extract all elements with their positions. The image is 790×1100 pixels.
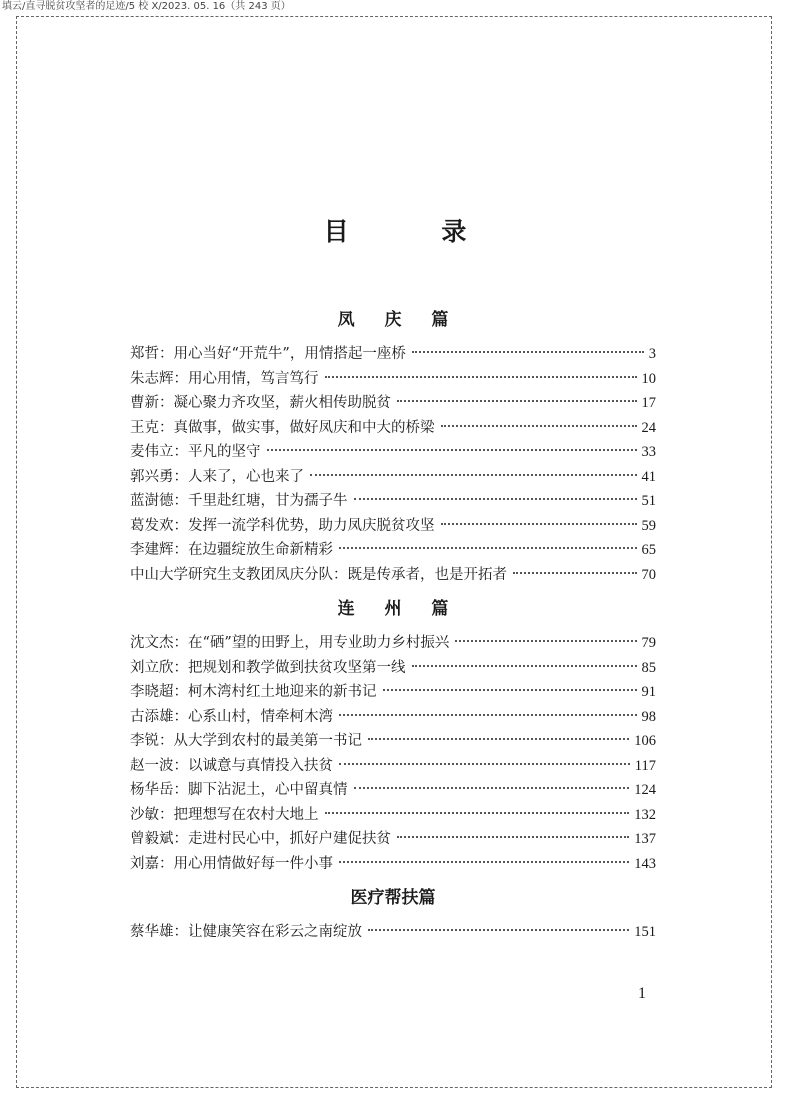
toc-entry-page: 51 [641, 493, 656, 509]
dot-leader [354, 787, 630, 789]
toc-entry-page: 91 [641, 684, 656, 700]
dot-leader [441, 425, 637, 427]
toc-entry-page: 59 [641, 517, 656, 534]
toc-entry[interactable] [130, 778, 656, 803]
toc-entry-colon: ： [173, 370, 188, 387]
toc-entry-colon: ： [159, 733, 174, 749]
toc-entry-title: 柯木湾村红土地迎来的新书记 [188, 684, 377, 700]
toc-entry-author: 沙敏 [130, 806, 159, 823]
toc-entry-colon: ： [159, 855, 174, 872]
toc-entry[interactable] [130, 465, 656, 490]
toc-entry-title: 心系山村，情牵柯木湾 [188, 708, 333, 725]
toc-entry-title: 用心用情做好每一件小事 [173, 855, 333, 872]
dot-leader [339, 763, 630, 765]
toc-entry-author: 郑哲 [130, 346, 159, 362]
toc-entry-page: 10 [641, 370, 656, 387]
toc-entry-colon: ： [173, 782, 188, 798]
toc-entry[interactable] [130, 342, 656, 367]
toc-entry-title: 用心用情，笃言笃行 [188, 370, 319, 387]
toc-entry-colon: ： [173, 444, 188, 460]
toc-entry[interactable] [130, 563, 656, 588]
toc-entry-author: 郭兴勇 [130, 468, 174, 485]
toc-entry-title: 把理想写在农村大地上 [173, 806, 319, 823]
toc-entry-title: 以诚意与真情投入扶贫 [188, 757, 333, 774]
toc-entry-author: 沈文杰 [130, 635, 174, 651]
toc-entry-title: 走进村民心中，抓好户建促扶贫 [188, 831, 391, 847]
toc-entry-colon: ： [173, 757, 188, 774]
toc-entry-author: 赵一波 [130, 757, 174, 774]
toc-entry-author: 蔡华雄 [130, 924, 174, 940]
section-title-medical-aid: 医疗帮扶篇 [350, 888, 436, 908]
toc-entry-author: 古添雄 [130, 708, 174, 725]
toc-entry-page: 79 [641, 635, 656, 651]
toc-entry-author: 刘嘉 [130, 855, 159, 872]
toc-entry-title: 真做事，做实事，做好凤庆和中大的桥梁 [173, 419, 435, 436]
toc-entry-title: 用心当好“开荒牛”，用情搭起一座桥 [173, 346, 406, 362]
toc-entry-colon: ： [173, 468, 188, 485]
toc-entry[interactable] [130, 416, 656, 441]
page-title: 目 录 [323, 217, 509, 246]
toc-entry-page: 33 [641, 444, 656, 460]
dot-leader [267, 449, 637, 451]
toc-entry-page: 85 [641, 659, 656, 676]
toc-entry-colon: ： [159, 806, 174, 823]
toc-entry-title: 在边疆绽放生命新精彩 [188, 542, 333, 558]
toc-entry-author: 曾毅斌 [130, 831, 174, 847]
toc-entry-author: 朱志辉 [130, 370, 174, 387]
toc-entry[interactable] [130, 827, 656, 852]
dot-leader [325, 812, 630, 814]
toc-entry-colon: ： [159, 395, 174, 411]
dot-leader [397, 400, 637, 402]
toc-entry[interactable] [130, 852, 656, 877]
toc-entry-page: 98 [641, 708, 656, 725]
toc-entry-author: 刘立欣 [130, 659, 174, 676]
dot-leader [412, 351, 644, 353]
toc-entry-colon: ： [173, 831, 188, 847]
toc-entry-colon: ： [173, 493, 188, 509]
toc-entry-title: 千里赴红塘，甘为孺子牛 [188, 493, 348, 509]
toc-entry-page: 132 [634, 806, 656, 823]
toc-entry-page: 41 [641, 468, 656, 485]
dot-leader [397, 836, 629, 838]
toc-entry-page: 24 [641, 419, 656, 436]
toc-entry[interactable] [130, 631, 656, 656]
toc-entry-title: 把规划和教学做到扶贫攻坚第一线 [188, 659, 406, 676]
toc-entry[interactable] [130, 538, 656, 563]
toc-entry-title: 在“硒”望的田野上，用专业助力乡村振兴 [188, 635, 450, 651]
toc-entry-page: 106 [634, 733, 656, 749]
toc-entry-page: 143 [634, 855, 656, 872]
dot-leader [354, 498, 637, 500]
dot-leader [339, 547, 637, 549]
toc-entry-title: 脚下沾泥土，心中留真情 [188, 782, 348, 798]
toc-entry-page: 124 [634, 782, 656, 798]
toc-entry[interactable] [130, 705, 656, 730]
dot-leader [339, 714, 637, 716]
toc-entry-colon: ： [173, 684, 188, 700]
toc-entry-colon: ： [173, 542, 188, 558]
toc-entry[interactable] [130, 729, 656, 754]
toc-entry[interactable] [130, 489, 656, 514]
toc-entry[interactable] [130, 920, 656, 945]
toc-entry-page: 70 [641, 566, 656, 583]
toc-entry-colon: ： [173, 708, 188, 725]
toc-entry-page: 151 [634, 924, 656, 940]
toc-entry[interactable] [130, 367, 656, 392]
toc-entry-page: 137 [634, 831, 656, 847]
toc-entry-title: 平凡的坚守 [188, 444, 261, 460]
toc-entry[interactable] [130, 391, 656, 416]
section-title-fengqing: 凤 庆 篇 [337, 310, 461, 330]
dot-leader [368, 929, 629, 931]
toc-entry[interactable] [130, 656, 656, 681]
toc-entry-author: 中山大学研究生支教团凤庆分队 [130, 566, 333, 583]
toc-entry-page: 3 [648, 346, 656, 362]
toc-entry-author: 李锐 [130, 733, 159, 749]
toc-entry-colon: ： [159, 419, 174, 436]
toc-entry-page: 17 [641, 395, 656, 411]
toc-entry-author: 杨华岳 [130, 782, 174, 798]
toc-entry-title: 让健康笑容在彩云之南绽放 [188, 924, 362, 940]
toc-entry-colon: ： [173, 635, 188, 651]
table-of-contents [130, 298, 656, 945]
page-number: 1 [638, 985, 646, 1002]
toc-entry-title: 凝心聚力齐攻坚，薪火相传助脱贫 [173, 395, 391, 411]
dot-leader [339, 861, 629, 863]
dot-leader [412, 665, 637, 667]
header-note: 填云/直寻脱贫攻坚者的足迹/5 校 X/2023. 05. 16（共 243 页） [2, 1, 291, 12]
toc-entry-page: 117 [634, 757, 656, 774]
toc-entry[interactable] [130, 803, 656, 828]
toc-entry-colon: ： [173, 517, 188, 534]
dot-leader [455, 640, 636, 642]
toc-entry-title: 从大学到农村的最美第一书记 [173, 733, 362, 749]
toc-entry-author: 蓝澍德 [130, 493, 174, 509]
toc-entry-author: 李建辉 [130, 542, 174, 558]
toc-entry-title: 既是传承者，也是开拓者 [347, 566, 507, 583]
toc-entry-author: 李晓超 [130, 684, 174, 700]
toc-entry-author: 王克 [130, 419, 159, 436]
toc-entry[interactable] [130, 440, 656, 465]
dot-leader [441, 523, 637, 525]
toc-entry[interactable] [130, 514, 656, 539]
toc-entry-author: 麦伟立 [130, 444, 174, 460]
dot-leader [310, 474, 637, 476]
section-title-lianzhou: 连 州 篇 [337, 599, 461, 619]
toc-entry-author: 葛发欢 [130, 517, 174, 534]
toc-entry-author: 曹新 [130, 395, 159, 411]
dot-leader [325, 376, 637, 378]
toc-entry-colon: ： [333, 566, 348, 583]
dot-leader [383, 689, 637, 691]
toc-entry-colon: ： [173, 659, 188, 676]
toc-entry-title: 人来了，心也来了 [188, 468, 304, 485]
toc-entry-colon: ： [159, 346, 174, 362]
toc-entry-colon: ： [173, 924, 188, 940]
toc-entry-title: 发挥一流学科优势，助力凤庆脱贫攻坚 [188, 517, 435, 534]
toc-entry[interactable] [130, 680, 656, 705]
dot-leader [513, 572, 637, 574]
toc-entry[interactable] [130, 754, 656, 779]
dot-leader [368, 738, 629, 740]
toc-entry-page: 65 [641, 542, 656, 558]
